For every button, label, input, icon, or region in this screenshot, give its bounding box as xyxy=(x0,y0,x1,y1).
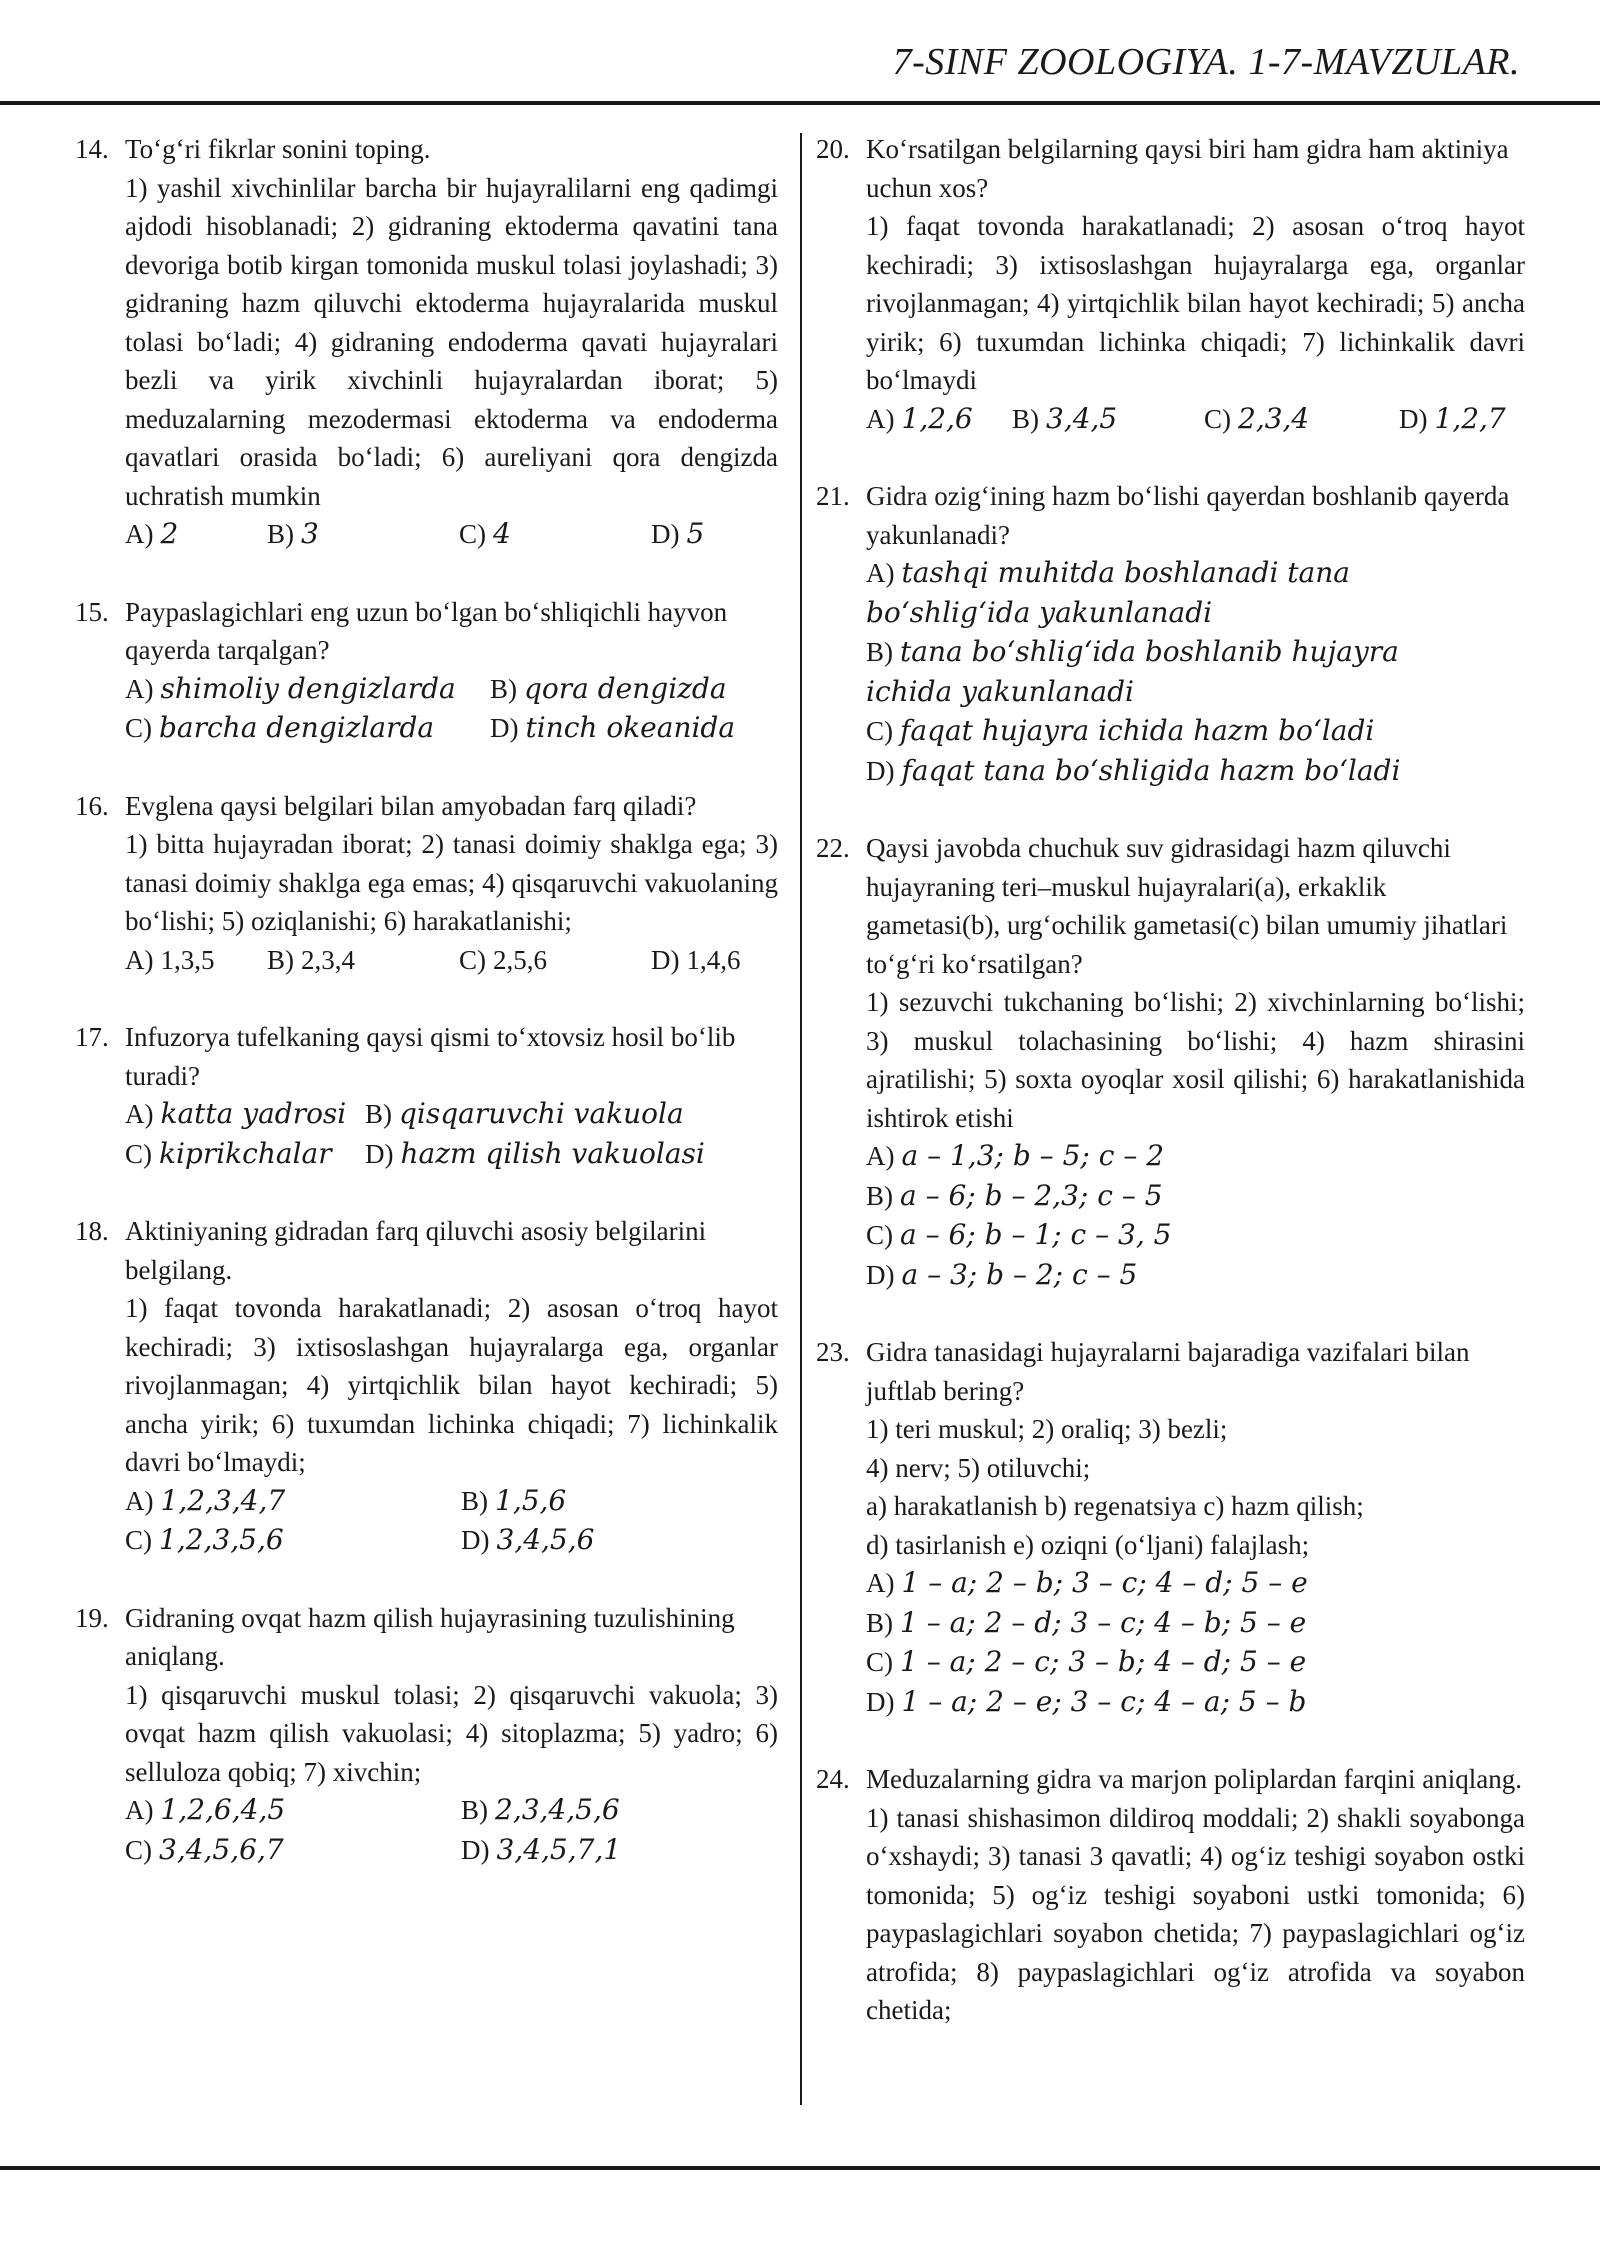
question-14 xyxy=(72,130,778,555)
option-d[interactable]: D) tinch okeanida xyxy=(490,711,736,744)
question-body: 1) bitta hujayradan iborat; 2) tanasi doimiy shaklga ega; 3) tanasi doimiy shaklga ega emas; 4) qisqaruvchi vakuolaning bo‘lishi; 5) oziqlanishi; 6) harakatlanishi; xyxy=(125,829,778,936)
answer-options xyxy=(866,1137,1525,1295)
question-body: 1) faqat tovonda harakatlanadi; 2) asosan o‘troq hayot kechiradi; 3) ixtisoslashgan hujayralarga ega, organlar rivojlanmagan; 4) yirtqichlik bilan hayot kechiradi; 5) ancha yirik; 6) tuxumdan lichinka chiqadi; 7) lichinkalik davri bo‘lmaydi xyxy=(866,211,1525,395)
option-b[interactable]: B) 1 – a; 2 – d; 3 – c; 4 – b; 5 – e xyxy=(866,1605,1307,1639)
question-number: 20. xyxy=(816,134,850,164)
question-number: 18. xyxy=(75,1216,109,1246)
answer-options xyxy=(125,515,778,555)
option-d[interactable]: D) 1,4,6 xyxy=(651,944,741,975)
question-stem: Gidraning ovqat hazm qilish hujayrasining tuzulishining aniqlang. xyxy=(125,1602,735,1671)
option-b[interactable]: B) 3 xyxy=(267,517,319,550)
option-a[interactable]: A) 1,2,3,4,7 xyxy=(125,1483,286,1517)
option-c[interactable]: C) 2,3,4 xyxy=(1204,401,1310,435)
answer-options xyxy=(125,1095,778,1174)
option-b[interactable]: B) 2,3,4,5,6 xyxy=(461,1793,620,1826)
option-c[interactable]: C) faqat hujayra ichida hazm bo‘ladi xyxy=(866,714,1375,747)
option-b[interactable]: B) 1,5,6 xyxy=(461,1483,567,1517)
option-d[interactable]: D) 5 xyxy=(651,517,705,550)
answer-options xyxy=(125,670,778,749)
page-title: 7-SINF ZOOLOGIYA. 1-7-MAVZULAR. xyxy=(892,41,1520,83)
option-d[interactable]: D) 1 – a; 2 – e; 3 – c; 4 – a; 5 – b xyxy=(866,1684,1307,1718)
question-24 xyxy=(813,1760,1525,2030)
answer-options xyxy=(125,941,778,981)
right-column xyxy=(813,130,1525,2030)
question-stem: Ko‘rsatilgan belgilarning qaysi biri ham gidra ham aktiniya uchun xos? xyxy=(866,134,1509,203)
question-number: 23. xyxy=(816,1337,850,1367)
question-number: 17. xyxy=(75,1022,109,1052)
option-d[interactable]: D) 3,4,5,7,1 xyxy=(461,1832,622,1866)
answer-options xyxy=(866,554,1525,791)
option-a[interactable]: A) 1,2,6,4,5 xyxy=(125,1793,286,1826)
footer-divider xyxy=(0,2166,1600,2170)
question-stem: Infuzorya tufelkaning qaysi qismi to‘xtovsiz hosil bo‘lib turadi? xyxy=(125,1022,736,1091)
question-16 xyxy=(72,787,778,981)
question-body-line: 1) teri muskul; 2) oraliq; 3) bezli; xyxy=(866,1414,1228,1444)
option-c[interactable]: C) a – 6; b – 1; c – 3, 5 xyxy=(866,1218,1172,1251)
option-b[interactable]: B) 3,4,5 xyxy=(1012,401,1118,435)
question-body-line: d) tasirlanish e) oziqni (o‘ljani) falajlash; xyxy=(866,1529,1310,1560)
option-c[interactable]: C) kiprikchalar xyxy=(125,1136,332,1170)
option-a[interactable]: A) 2 xyxy=(125,517,179,550)
question-stem: Qaysi javobda chuchuk suv gidrasidagi hazm qiluvchi hujayraning teri–muskul hujayralari(a), erkaklik gametasi(b), urg‘ochilik gametasi(c) bilan umumiy jihatlari to‘g‘ri ko‘rsatilgan? xyxy=(866,833,1508,979)
option-c[interactable]: C) 2,5,6 xyxy=(459,944,547,975)
question-15 xyxy=(72,593,778,749)
question-stem: Evglena qaysi belgilari bilan amyobadan farq qiladi? xyxy=(125,790,697,821)
answer-options xyxy=(866,400,1525,440)
question-number: 24. xyxy=(816,1764,850,1794)
option-d[interactable]: D) faqat tana bo‘shligida hazm bo‘ladi xyxy=(866,753,1401,787)
question-23 xyxy=(813,1333,1525,1722)
option-a[interactable]: A) 1,2,6 xyxy=(866,401,973,435)
option-b[interactable]: B) 2,3,4 xyxy=(267,944,355,975)
option-d[interactable]: D) hazm qilish vakuolasi xyxy=(365,1136,705,1170)
question-number: 14. xyxy=(75,134,109,164)
option-d[interactable]: D) 1,2,7 xyxy=(1399,401,1506,435)
question-number: 15. xyxy=(75,596,109,627)
option-b[interactable]: B) a – 6; b – 2,3; c – 5 xyxy=(866,1178,1163,1212)
question-18 xyxy=(72,1212,778,1561)
option-c[interactable]: C) barcha dengizlarda xyxy=(125,711,435,744)
option-a[interactable]: A) katta yadrosi xyxy=(125,1097,347,1130)
question-stem: Meduzalarning gidra va marjon poliplardan farqini aniqlang. xyxy=(866,1764,1523,1794)
question-body-line: a) harakatlanish b) regenatsiya c) hazm qilish; xyxy=(866,1491,1364,1521)
question-body: 1) tanasi shishasimon dildiroq moddali; 2) shakli soyabonga o‘xshaydi; 3) tanasi 3 qavatli; 4) og‘iz teshigi soyabon ostki tomonida; 5) og‘iz teshigi soyaboni ustki tomonida; 6) paypaslagichlari soyabon chetida; 7) paypaslagichlari og‘iz atrofida; 8) paypaslagichlari og‘iz atrofida va soyabon chetida; xyxy=(866,1802,1525,2025)
option-d[interactable]: D) 3,4,5,6 xyxy=(461,1523,595,1556)
question-body: 1) faqat tovonda harakatlanadi; 2) asosan o‘troq hayot kechiradi; 3) ixtisoslashgan hujayralarga ega, organlar rivojlanmagan; 4) yirtqichlik bilan hayot kechiradi; 5) ancha yirik; 6) tuxumdan lichinka chiqadi; 7) lichinkalik davri bo‘lmaydi; xyxy=(125,1293,778,1477)
question-body: 1) qisqaruvchi muskul tolasi; 2) qisqaruvchi vakuola; 3) ovqat hazm qilish vakuolasi; 4) sitoplazma; 5) yadro; 6) selluloza qobiq; 7) xivchin; xyxy=(125,1679,778,1787)
question-number: 22. xyxy=(816,833,850,863)
question-21 xyxy=(813,477,1525,791)
option-c[interactable]: C) 1,2,3,5,6 xyxy=(125,1523,284,1556)
question-stem: Gidra ozig‘ining hazm bo‘lishi qayerdan boshlanib qayerda yakunlanadi? xyxy=(866,481,1510,550)
option-c[interactable]: C) 3,4,5,6,7 xyxy=(125,1832,284,1866)
answer-options xyxy=(125,1791,778,1870)
option-b[interactable]: B) tana bo‘shlig‘ida boshlanib hujayra ichida yakunlanadi xyxy=(866,635,1399,708)
option-a[interactable]: A) 1 – a; 2 – b; 3 – c; 4 – d; 5 – e xyxy=(866,1566,1308,1599)
question-body: 1) sezuvchi tukchaning bo‘lishi; 2) xivchinlarning bo‘lishi; 3) muskul tolachasining bo‘lishi; 4) hazm shirasini ajratilishi; 5) soxta oyoqlar xosil qilishi; 6) harakatlanishida ishtirok etishi xyxy=(866,987,1525,1133)
answer-options xyxy=(866,1564,1525,1722)
option-a[interactable]: A) tashqi muhitda boshlanadi tana bo‘shlig‘ida yakunlanadi xyxy=(866,556,1350,629)
answer-options xyxy=(125,1482,778,1561)
question-body-line: 4) nerv; 5) otiluvchi; xyxy=(866,1452,1091,1483)
left-column xyxy=(72,130,778,1870)
question-number: 16. xyxy=(75,790,109,821)
option-b[interactable]: B) qora dengizda xyxy=(490,671,727,705)
question-stem: Gidra tanasidagi hujayralarni bajaradiga vazifalari bilan juftlab bering? xyxy=(866,1337,1470,1406)
question-20 xyxy=(813,130,1525,439)
question-stem: To‘g‘ri fikrlar sonini toping. xyxy=(125,134,431,164)
question-stem: Aktiniyaning gidradan farq qiluvchi asosiy belgilarini belgilang. xyxy=(125,1216,707,1285)
question-22 xyxy=(813,829,1525,1295)
option-b[interactable]: B) qisqaruvchi vakuola xyxy=(365,1097,684,1130)
question-stem: Paypaslagichlari eng uzun bo‘lgan bo‘shliqichli hayvon qayerda tarqalgan? xyxy=(125,596,728,665)
question-19 xyxy=(72,1599,778,1871)
question-body: 1) yashil xivchinlilar barcha bir hujayralilarni eng qadimgi ajdodi hisoblanadi; 2) gidraning ektoderma qavatini tana devoriga botib kirgan tomonida muskul tolasi joylashadi; 3) gidraning hazm qiluvchi ektoderma hujayralarida muskul tolasi bo‘ladi; 4) gidraning endoderma qavati hujayralari bezli va yirik xivchinli hujayralardan iborat; 5) meduzalarning mezodermasi ektoderma va endoderma qavatlari orasida bo‘ladi; 6) aureliyani qora dengizda uchratish mumkin xyxy=(125,172,778,511)
option-d[interactable]: D) a – 3; b – 2; c – 5 xyxy=(866,1257,1138,1291)
option-c[interactable]: C) 1 – a; 2 – c; 3 – b; 4 – d; 5 – e xyxy=(866,1645,1307,1678)
option-a[interactable]: A) a – 1,3; b – 5; c – 2 xyxy=(866,1139,1165,1172)
option-a[interactable]: A) 1,3,5 xyxy=(125,944,215,975)
header-divider xyxy=(0,101,1600,105)
option-a[interactable]: A) shimoliy dengizlarda xyxy=(125,671,456,705)
question-number: 21. xyxy=(816,481,850,511)
question-number: 19. xyxy=(75,1602,109,1633)
question-17 xyxy=(72,1018,778,1174)
option-c[interactable]: C) 4 xyxy=(459,517,511,550)
